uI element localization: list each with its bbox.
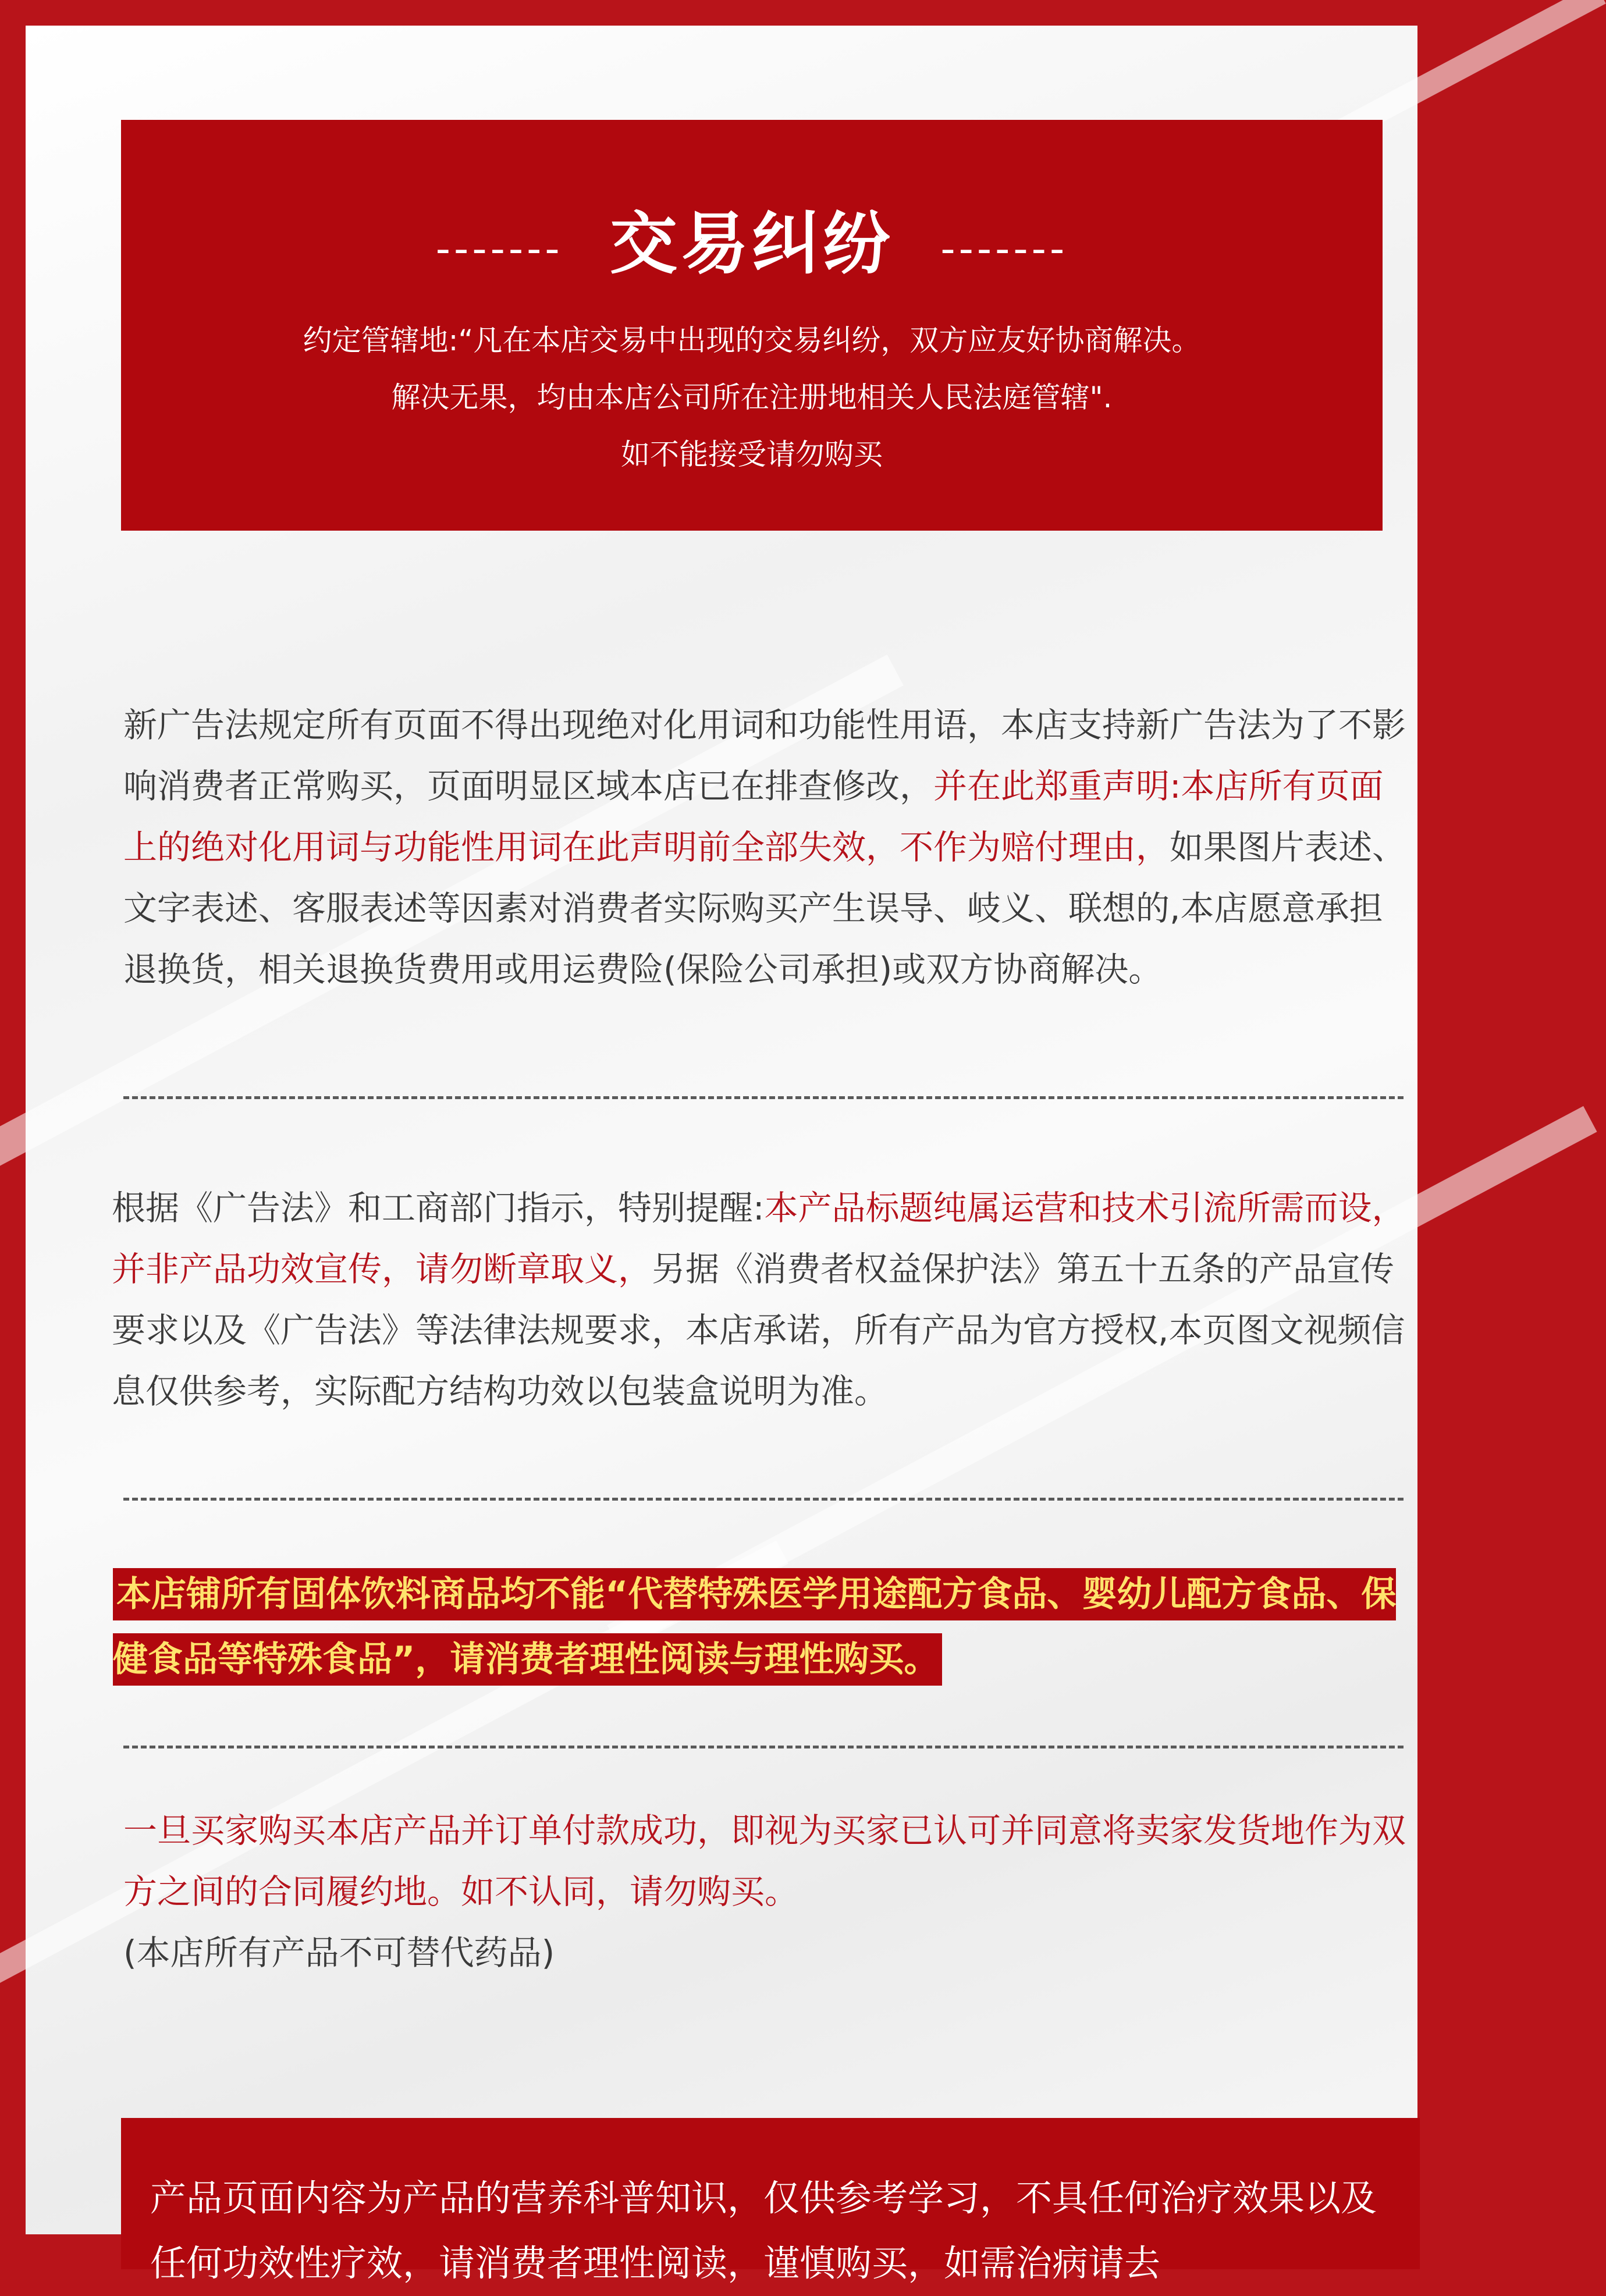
- notice-text-1: 根据《广告法》和工商部门指示，特别提醒:: [112, 1188, 765, 1228]
- title-dashes-right: -------: [940, 225, 1068, 273]
- highlight-paragraph: [113, 1562, 1416, 1692]
- dashed-divider: [123, 1096, 1404, 1099]
- highlight-text: 本店铺所有固体饮料商品均不能“代替特殊医学用途配方食品、婴幼儿配方食品、保健食品等特殊食品”，请消费者理性阅读与理性购买。: [113, 1568, 1396, 1686]
- ad-law-paragraph: [123, 695, 1409, 1000]
- ad-law-text-3: 如果图片表述、文字表述、客服表述等因素对消费者实际购买产生误导、岐义、联想的,本店愿意承担退换货，相关退换货费用或用运费险(保险公司承担)或双方协商解决。: [123, 827, 1406, 989]
- contract-paragraph: [123, 1800, 1409, 1984]
- dashed-divider: [123, 1498, 1404, 1501]
- dispute-line-1: 约定管辖地:“凡在本店交易中出现的交易纠纷，双方应友好协商解决。: [303, 324, 1201, 357]
- contract-note: (本店所有产品不可替代药品): [123, 1933, 555, 1972]
- disclaimer-text: 产品页面内容为产品的营养科普知识，仅供参考学习，不具任何治疗效果以及任何功效性疗效，请消费者理性阅读，谨慎购买，如需治病请去: [150, 2177, 1377, 2284]
- contract-text-red: 一旦买家购买本店产品并订单付款成功，即视为买家已认可并同意将卖家发货地作为双方之间的合同履约地。如不认同，请勿购买。: [123, 1811, 1406, 1911]
- dispute-title-row: [121, 190, 1383, 287]
- dashed-divider: [123, 1746, 1404, 1748]
- dispute-line-3: 如不能接受请勿购买: [621, 438, 883, 471]
- ad-law-statement-red: 并在此郑重声明:本店所有页面上的绝对化用词与功能性用词在此声明前全部失效，不作为赔付理由，: [123, 766, 1384, 867]
- title-dashes-left: -------: [435, 225, 563, 273]
- page-background: [26, 26, 1417, 2284]
- dispute-body: [121, 312, 1383, 483]
- notice-text-3: 另据《消费者权益保护法》第五十五条的产品宣传要求以及《广告法》等法律法规要求，本店承诺，所有产品为官方授权,本页图文视频信息仅供参考，实际配方结构功效以包装盒说明为准。: [112, 1249, 1405, 1411]
- disclaimer-box: [121, 2118, 1420, 2284]
- ad-law-text-1: 新广告法规定所有页面不得出现绝对化用词和功能性用语，本店支持新广告法为了不影响消费者正常购买，页面明显区域本店已在排查修改，: [123, 705, 1406, 806]
- notice-text-red: 本产品标题纯属运营和技术引流所需而设，并非产品功效宣传，请勿断章取义，: [112, 1188, 1406, 1289]
- notice-paragraph: [112, 1178, 1413, 1422]
- dispute-box: [121, 120, 1383, 531]
- dispute-line-2: 解决无果，均由本店公司所在注册地相关人民法庭管辖".: [391, 381, 1113, 414]
- dispute-title: 交易纠纷: [610, 205, 894, 283]
